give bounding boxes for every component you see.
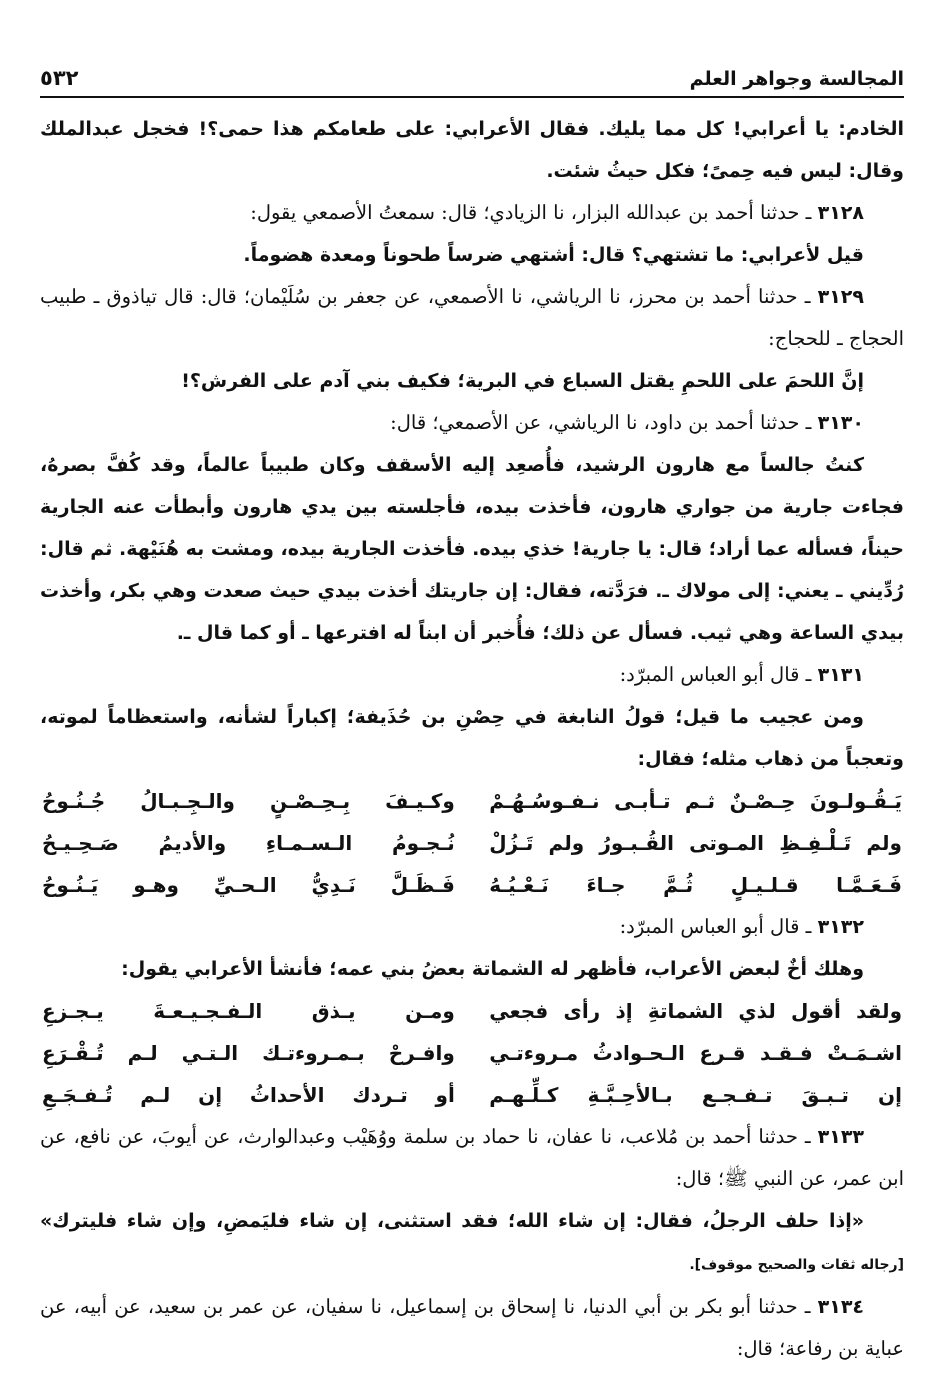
hadith-isnad: [40, 906, 904, 948]
hadith-number: ٣١٢٨: [817, 202, 864, 224]
paragraph-text: قيل لأعرابي: ما تشتهي؟ قال: أشتهي ضرساً طحوناً ومعدة هضوماً.: [243, 244, 864, 266]
verse-line: [42, 822, 902, 864]
paragraph: [40, 1200, 904, 1286]
page-body: [40, 108, 904, 1370]
verse-second-hemistich: وافـرحْ بـمـروءتـك الـتـي لـم تُـقْـرَعِ: [42, 1041, 455, 1065]
verse-first-hemistich: ولقد أقول لذي الشماتةِ إذ رأى فجعي: [489, 999, 902, 1023]
verse-second-hemistich: أو تـردك الأحداثُ إن لـم تُـفـجَـعِ: [42, 1083, 455, 1107]
paragraph: [40, 108, 904, 192]
verse-first-hemistich: فَـعَـمَّـا قـلـيـلٍ ثُـمَّ جـاءَ نَـعْـيُـهُ: [489, 873, 902, 897]
paragraph-text: ـ حدثنا أحمد بن محرز، نا الرياشي، نا الأصمعي، عن جعفر بن سُلَيْمان؛ قال: قال تياذوق ـ طبيب الحجاج ـ للحجاج:: [40, 285, 904, 350]
paragraph-text: ـ حدثنا أحمد بن داود، نا الرياشي، عن الأصمعي؛ قال:: [390, 411, 812, 434]
paragraph-text: إنَّ اللحمَ على اللحمِ يقتل السباع في البرية؛ فكيف بني آدم على الفرش؟!: [181, 370, 864, 392]
paragraph-text: ومن عجيب ما قيل؛ قولُ النابغة في حِصْنِ بن حُذَيفة؛ إكباراً لشأنه، واستعظاماً لموته، وتعجباً من ذهاب مثله؛ فقال:: [40, 706, 904, 770]
hadith-number: ٣١٣٢: [817, 916, 864, 938]
hadith-isnad: [40, 192, 904, 234]
verse-line: [42, 864, 902, 906]
hadith-isnad: [40, 1116, 904, 1200]
hadith-isnad: [40, 654, 904, 696]
paragraph-text: الخادم: يا أعرابي! كل مما يليك. فقال الأعرابي: على طعامكم هذا حمى؟! فخجل عبدالملك وقال: ليس فيه حِمىً؛ فكل حيثُ شئت.: [40, 118, 904, 182]
paragraph-text: ـ حدثنا أحمد بن عبدالله البزار، نا الزيادي؛ قال: سمعتُ الأصمعي يقول:: [250, 201, 812, 224]
paragraph-text: كنتُ جالساً مع هارون الرشيد، فأُصعِد إليه الأسقف وكان طبيباً عالماً، وقد كُفَّ بصرهُ، فجاءت جارية من جواري هارون، فأخذت بيده، فأجلسته بين يدي هارون وأبطأت عنه الجارية حيناً، فسأله عما أراد؛ قال: يا جارية! خذي بيده. فأخذت الجارية بيده، ومشت به هُنَيْهة. ثم قال: رُدِّيني ـ يعني: إلى مولاك ـ. فرَدَّته، فقال: إن جاريتك أخذت بيدي حيث صعدت وهي بكر، وأخذت بيدي الساعة وهي ثيب. فسأل عن ذلك؛ فأُخبر أن ابناً له افترعها ـ أو كما قال ـ.: [40, 454, 904, 644]
verse-first-hemistich: اشـمَـتْ فـقـد قـرع الـحـوادثُ مـروءتـي: [489, 1041, 902, 1065]
paragraph: [40, 234, 904, 276]
running-header: [40, 56, 904, 98]
paragraph-text: ـ حدثنا أبو بكر بن أبي الدنيا، نا إسحاق بن إسماعيل، نا سفيان، عن عمر بن سعيد، عن أبيه، عن عباية بن رفاعة؛ قال:: [40, 1295, 904, 1360]
hadith-number: ٣١٣١: [817, 664, 864, 686]
hadith-isnad: [40, 276, 904, 360]
verse-second-hemistich: فَـظَـلَّ نَـدِيُّ الـحـيِّ وهـو يَـنُـوحُ: [42, 873, 455, 897]
page-number: ٥٣٢: [40, 66, 79, 90]
verse-second-hemistich: ومـن يـذق الـفـجـيـعـةَ يـجـزعِ: [42, 999, 455, 1023]
hadith-number: ٣١٣٠: [817, 412, 864, 434]
verse-first-hemistich: إن تـبـقَ تـفـجـع بـالأحِـبَّـةِ كـلِّـهـم: [489, 1083, 902, 1107]
paragraph: [40, 360, 904, 402]
paragraph-text: ـ قال أبو العباس المبرّد:: [619, 663, 812, 686]
verse-first-hemistich: ولم تَـلْـفِـظِ المـوتى القُـبـورُ ولم تَـزُلْ: [489, 831, 902, 855]
verse-line: [42, 780, 902, 822]
paragraph-text: ـ قال أبو العباس المبرّد:: [619, 915, 812, 938]
hadith-isnad: [40, 402, 904, 444]
paragraph: [40, 948, 904, 990]
verse-first-hemistich: يَـقُـولـونَ حِـصْـنٌ ثـم تـأبـى نـفـوسُـهُـمْ: [489, 789, 902, 813]
verse-second-hemistich: نُـجـومُ الـسـمـاءِ والأديمُ صَـحِـيـحُ: [42, 831, 455, 855]
paragraph-text: «إذا حلف الرجلُ، فقال: إن شاء الله؛ فقد استثنى، إن شاء فليَمضِ، وإن شاء فليترك»: [40, 1210, 864, 1232]
hadith-isnad: [40, 1286, 904, 1370]
book-title: المجالسة وجواهر العلم: [689, 68, 904, 90]
hadith-number: ٣١٢٩: [817, 286, 864, 308]
paragraph: [40, 444, 904, 654]
verse-second-hemistich: وكـيـفَ بِـحِـصْـنٍ والـجِـبـالُ جُـنُـوحُ: [42, 789, 455, 813]
paragraph: [40, 696, 904, 780]
hadith-number: ٣١٣٣: [817, 1126, 865, 1148]
hadith-number: ٣١٣٤: [817, 1296, 865, 1318]
verse-line: [42, 1074, 902, 1116]
paragraph-text: وهلك أخٌ لبعض الأعراب، فأظهر له الشماتة بعضُ بني عمه؛ فأنشأ الأعرابي يقول:: [121, 958, 864, 980]
verse-line: [42, 1032, 902, 1074]
grading-note: [رجاله ثقات والصحيح موقوف].: [689, 1257, 904, 1273]
verse-line: [42, 990, 902, 1032]
paragraph-text: ـ حدثنا أحمد بن مُلاعب، نا عفان، نا حماد بن سلمة ووُهَيْب وعبدالوارث، عن أيوبَ، عن نافع، عن ابن عمر، عن النبي ﷺ؛ قال:: [40, 1125, 904, 1190]
